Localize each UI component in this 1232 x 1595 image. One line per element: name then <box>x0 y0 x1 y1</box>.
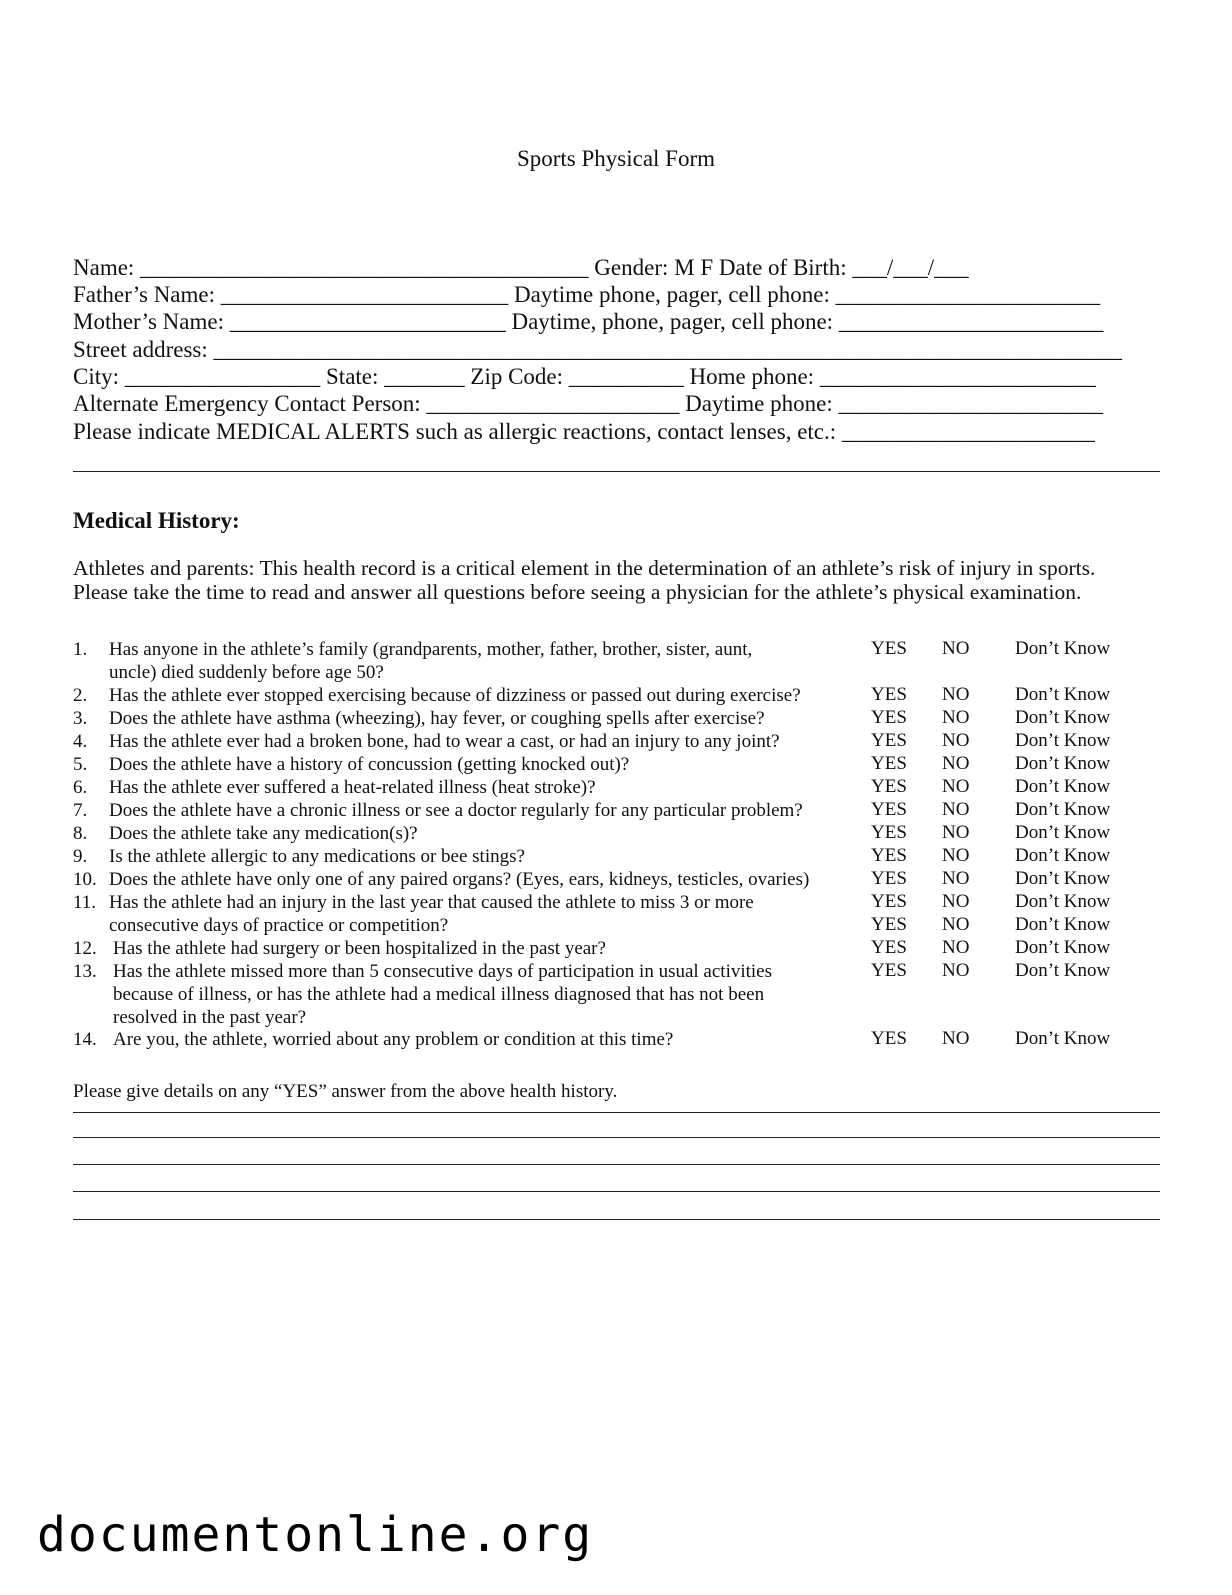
question-text: Has the athlete ever stopped exercising because of dizziness or passed out during exercise? <box>109 685 801 706</box>
answer-yes[interactable]: YES <box>871 960 907 981</box>
question-number: 5. <box>73 754 88 775</box>
question-number: 10. <box>73 869 97 890</box>
answer-no[interactable]: NO <box>942 822 970 843</box>
answer-no[interactable]: NO <box>942 914 970 935</box>
answer-dont-know[interactable]: Don’t Know <box>1015 776 1111 797</box>
answer-dont-know[interactable]: Don’t Know <box>1015 845 1111 866</box>
question-text: Has the athlete had an injury in the last year that caused the athlete to miss 3 or more <box>109 892 754 913</box>
answer-no[interactable]: NO <box>942 776 970 797</box>
answer-dont-know[interactable]: Don’t Know <box>1015 891 1111 912</box>
question-text: Does the athlete have a chronic illness or see a doctor regularly for any particular problem? <box>109 800 803 821</box>
question-number: 11. <box>73 892 97 913</box>
answer-dont-know[interactable]: Don’t Know <box>1015 960 1111 981</box>
father-name-line[interactable]: Father’s Name: _________________________ Daytime phone, pager, cell phone: _______________________ <box>73 282 1101 307</box>
question-text: Has the athlete ever had a broken bone, had to wear a cast, or had an injury to any joint? <box>109 731 780 752</box>
intro-text-line-2: Please take the time to read and answer all questions before seeing a physician for the athlete’s physical examination. <box>73 580 1082 604</box>
answer-no[interactable]: NO <box>942 753 970 774</box>
question-text: Does the athlete have asthma (wheezing), hay fever, or coughing spells after exercise? <box>109 708 765 729</box>
medical-alerts-line[interactable]: Please indicate MEDICAL ALERTS such as allergic reactions, contact lenses, etc.: ______________________ <box>73 419 1095 444</box>
details-line[interactable] <box>73 1191 1160 1192</box>
question-number: 7. <box>73 800 88 821</box>
question-text: Does the athlete have only one of any paired organs? (Eyes, ears, kidneys, testicles, ovaries) <box>109 869 810 890</box>
details-line[interactable] <box>73 1137 1160 1138</box>
question-number: 14. <box>73 1029 97 1050</box>
answer-yes[interactable]: YES <box>871 1028 907 1049</box>
question-number: 2. <box>73 685 88 706</box>
question-number: 12. <box>73 938 97 959</box>
answer-yes[interactable]: YES <box>871 914 907 935</box>
question-number: 8. <box>73 823 88 844</box>
answer-dont-know[interactable]: Don’t Know <box>1015 914 1111 935</box>
question-text: Is the athlete allergic to any medications or bee stings? <box>109 846 525 867</box>
answer-dont-know[interactable]: Don’t Know <box>1015 638 1111 659</box>
page-title: Sports Physical Form <box>516 146 716 171</box>
answer-no[interactable]: NO <box>942 891 970 912</box>
answer-yes[interactable]: YES <box>871 845 907 866</box>
answer-yes[interactable]: YES <box>871 753 907 774</box>
answer-dont-know[interactable]: Don’t Know <box>1015 937 1111 958</box>
question-number: 3. <box>73 708 88 729</box>
question-number: 1. <box>73 639 88 660</box>
question-text: Does the athlete have a history of concussion (getting knocked out)? <box>109 754 630 775</box>
city-state-zip-line[interactable]: City: _________________ State: _______ Zip Code: __________ Home phone: ________________________ <box>73 364 1096 389</box>
intro-text-line-1: Athletes and parents: This health record is a critical element in the determination of an athlete’s risk of injury in sports. <box>73 556 1096 580</box>
details-line[interactable] <box>73 1164 1160 1165</box>
answer-yes[interactable]: YES <box>871 638 907 659</box>
question-number: 4. <box>73 731 88 752</box>
answer-no[interactable]: NO <box>942 707 970 728</box>
mother-name-line[interactable]: Mother’s Name: ________________________ Daytime, phone, pager, cell phone: _______________________ <box>73 309 1104 334</box>
question-text: resolved in the past year? <box>113 1007 307 1028</box>
answer-no[interactable]: NO <box>942 868 970 889</box>
question-text: uncle) died suddenly before age 50? <box>109 662 384 683</box>
medical-alerts-blank-line[interactable] <box>73 471 1160 472</box>
answer-yes[interactable]: YES <box>871 707 907 728</box>
medical-history-heading: Medical History: <box>73 508 240 533</box>
details-prompt: Please give details on any “YES” answer from the above health history. <box>73 1081 618 1102</box>
watermark: documentonline.org <box>37 1507 594 1563</box>
name-gender-dob-line[interactable]: Name: _______________________________________ Gender: M F Date of Birth: ___/___/___ <box>73 255 969 280</box>
answer-yes[interactable]: YES <box>871 822 907 843</box>
answer-yes[interactable]: YES <box>871 730 907 751</box>
answer-no[interactable]: NO <box>942 730 970 751</box>
answer-dont-know[interactable]: Don’t Know <box>1015 799 1111 820</box>
answer-no[interactable]: NO <box>942 845 970 866</box>
question-text: Are you, the athlete, worried about any problem or condition at this time? <box>113 1029 674 1050</box>
answer-dont-know[interactable]: Don’t Know <box>1015 868 1111 889</box>
street-address-line[interactable]: Street address: _______________________________________________________________________________ <box>73 337 1123 362</box>
answer-no[interactable]: NO <box>942 960 970 981</box>
answer-dont-know[interactable]: Don’t Know <box>1015 707 1111 728</box>
question-text: Has the athlete ever suffered a heat-related illness (heat stroke)? <box>109 777 596 798</box>
details-line[interactable] <box>73 1219 1160 1220</box>
question-text: because of illness, or has the athlete had a medical illness diagnosed that has not been <box>113 984 765 1005</box>
answer-no[interactable]: NO <box>942 937 970 958</box>
answer-yes[interactable]: YES <box>871 684 907 705</box>
answer-dont-know[interactable]: Don’t Know <box>1015 753 1111 774</box>
answer-no[interactable]: NO <box>942 799 970 820</box>
details-line[interactable] <box>73 1112 1160 1113</box>
answer-no[interactable]: NO <box>942 638 970 659</box>
emergency-contact-line[interactable]: Alternate Emergency Contact Person: ______________________ Daytime phone: _______________________ <box>73 391 1103 416</box>
question-text: Has the athlete missed more than 5 consecutive days of participation in usual activities <box>113 961 773 982</box>
question-text: Does the athlete take any medication(s)? <box>109 823 418 844</box>
answer-yes[interactable]: YES <box>871 937 907 958</box>
question-text: consecutive days of practice or competition? <box>109 915 449 936</box>
question-number: 13. <box>73 961 97 982</box>
question-text: Has anyone in the athlete’s family (grandparents, mother, father, brother, sister, aunt, <box>109 639 753 660</box>
answer-no[interactable]: NO <box>942 684 970 705</box>
question-text: Has the athlete had surgery or been hospitalized in the past year? <box>113 938 606 959</box>
answer-dont-know[interactable]: Don’t Know <box>1015 822 1111 843</box>
answer-yes[interactable]: YES <box>871 799 907 820</box>
answer-no[interactable]: NO <box>942 1028 970 1049</box>
question-number: 6. <box>73 777 88 798</box>
answer-dont-know[interactable]: Don’t Know <box>1015 1028 1111 1049</box>
question-number: 9. <box>73 846 88 867</box>
answer-dont-know[interactable]: Don’t Know <box>1015 730 1111 751</box>
answer-yes[interactable]: YES <box>871 868 907 889</box>
answer-yes[interactable]: YES <box>871 891 907 912</box>
answer-yes[interactable]: YES <box>871 776 907 797</box>
answer-dont-know[interactable]: Don’t Know <box>1015 684 1111 705</box>
